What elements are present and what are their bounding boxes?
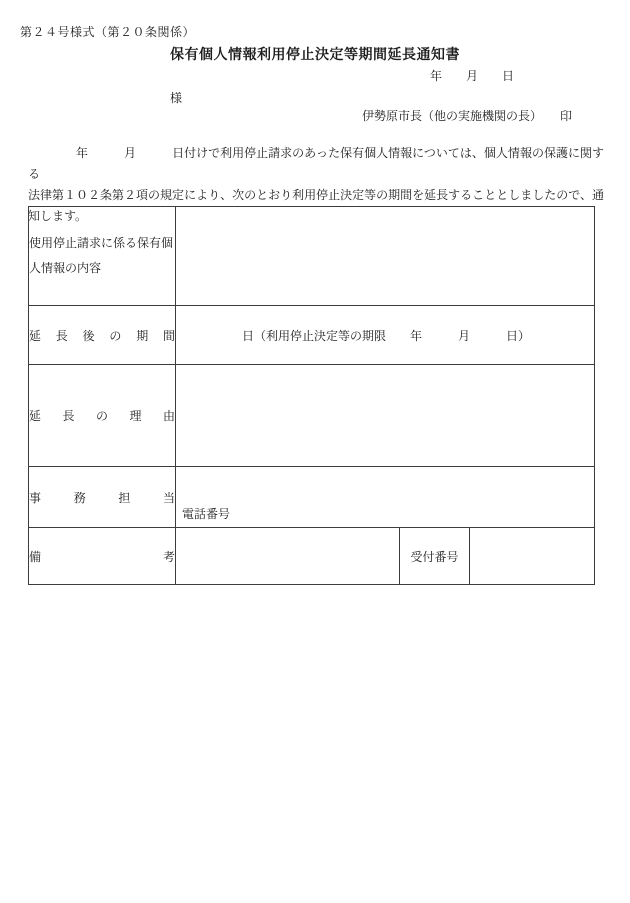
form-number: 第２４号様式（第２０条関係） bbox=[20, 25, 196, 39]
row1-value-cell bbox=[176, 207, 595, 306]
sender-mayor-line: 伊勢原市長（他の実施機関の長） 印 bbox=[362, 109, 573, 123]
row2-label-cell bbox=[29, 306, 176, 365]
addressee-sama: 様 bbox=[170, 91, 183, 105]
table-row-remarks bbox=[29, 528, 595, 585]
row2-label: 延 長 後 の 期 間 bbox=[29, 328, 175, 343]
remarks-value-cell bbox=[176, 528, 400, 585]
body-line-1: 年 月 日付けで利用停止請求のあった保有個人情報については、個人情報の保護に関する bbox=[28, 146, 604, 181]
row3-value-cell bbox=[176, 365, 595, 467]
row2-value-cell bbox=[176, 306, 595, 365]
notice-table bbox=[28, 206, 595, 585]
date-line: 年 月 日 bbox=[430, 69, 515, 83]
row1-label: 使用停止請求に係る保有個人情報の内容 bbox=[29, 236, 174, 275]
row3-label-cell bbox=[29, 365, 176, 467]
row4-value-cell bbox=[176, 467, 595, 528]
row5-label-cell bbox=[29, 528, 176, 585]
body-line-2: 法律第１０２条第２項の規定により、次のとおり利用停止決定等の期間を延長することとしましたので、通 bbox=[28, 188, 604, 202]
table-row-office-in-charge bbox=[29, 467, 595, 528]
document-title: 保有個人情報利用停止決定等期間延長通知書 bbox=[170, 48, 460, 63]
table-row-held-info bbox=[29, 207, 595, 306]
row3-label: 延 長 の 理 由 bbox=[29, 409, 175, 423]
row1-label-cell bbox=[29, 207, 176, 306]
phone-number-label: 電話番号 bbox=[182, 507, 231, 521]
body-line-3: 知します。 bbox=[28, 209, 88, 223]
row5-label: 備 考 bbox=[29, 549, 175, 564]
row4-label-cell bbox=[29, 467, 176, 528]
reception-number-value-cell bbox=[470, 528, 595, 585]
row2-period-text: 日（利用停止決定等の期限 年 月 日） bbox=[242, 328, 531, 343]
reception-number-label-cell: 受付番号 bbox=[400, 528, 470, 585]
table-row-extension-reason bbox=[29, 365, 595, 467]
row4-label: 事 務 担 当 bbox=[29, 490, 175, 505]
table-row-extended-period bbox=[29, 306, 595, 365]
